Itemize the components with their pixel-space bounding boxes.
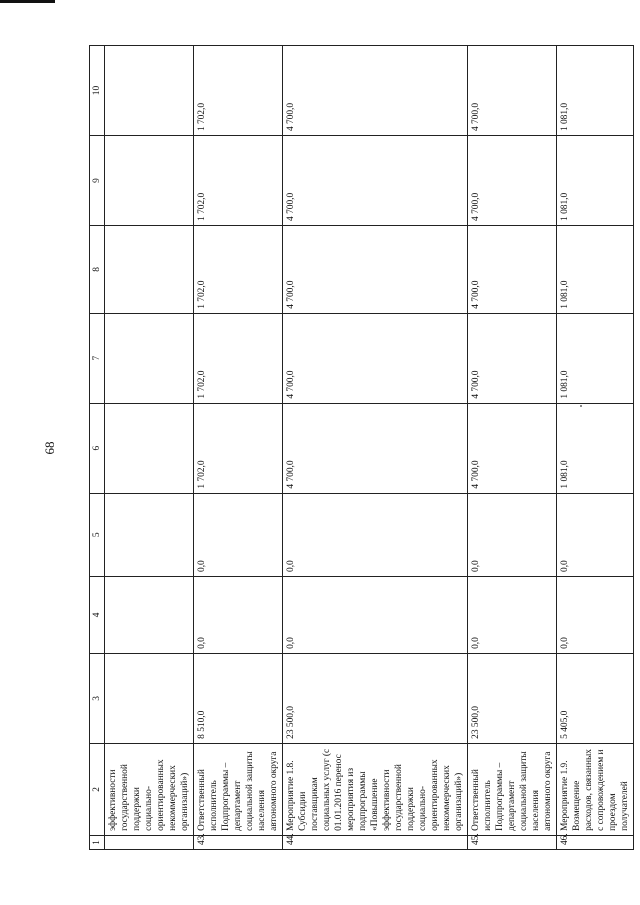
cell-col10 [105,46,194,136]
cell-col4: 0,0 [194,576,283,653]
cell-col8: 4 700,0 [283,225,468,313]
table-row [194,46,283,850]
row-description: Мероприятие 1.8. Субсидии поставщикам социальных услуг (с 01.01.2016 перенос мероприятия из подпрограммы «Повышение эффективности государственной поддержки социально-ориентированных некоммерческих организаций») [283,743,468,835]
row-description: Ответственный исполнитель Подпрограммы – департамент социальной защиты населения автономного округа [194,743,283,835]
column-header: 2 [90,743,105,835]
cell-col4: 0,0 [468,576,557,653]
budget-table [89,45,634,850]
cell-col5: 0,0 [557,493,634,576]
table-row [105,46,194,850]
column-header: 1 [90,835,105,849]
page-number: 68 [42,441,57,455]
cell-col5: 0,0 [194,493,283,576]
column-header: 6 [90,403,105,493]
column-header: 4 [90,576,105,653]
cell-col8: 1 702,0 [194,225,283,313]
cell-col10: 4 700,0 [468,46,557,136]
cell-col4: 0,0 [283,576,468,653]
cell-col8: 4 700,0 [468,225,557,313]
cell-total: 23 500,0 [283,653,468,743]
cell-col9: 4 700,0 [468,136,557,226]
column-number-header [90,46,105,850]
row-number: 46. [557,835,634,849]
cell-col6: 1 081,0 [557,403,634,493]
cell-col9: 4 700,0 [283,136,468,226]
cell-total [105,653,194,743]
cell-col6: 1 702,0 [194,403,283,493]
column-header: 5 [90,493,105,576]
column-header: 7 [90,313,105,403]
cell-col7 [105,313,194,403]
cell-col5: 0,0 [283,493,468,576]
cell-col5 [105,493,194,576]
cell-col6 [105,403,194,493]
cell-col10: 4 700,0 [283,46,468,136]
top-edge-mark [0,0,55,3]
cell-col6: 4 700,0 [468,403,557,493]
cell-col10: 1 702,0 [194,46,283,136]
cell-col10: 1 081,0 [557,46,634,136]
cell-col4: 0,0 [557,576,634,653]
table-row [468,46,557,850]
column-header: 10 [90,46,105,136]
cell-col9 [105,136,194,226]
cell-col5: 0,0 [468,493,557,576]
table-row [557,46,634,850]
row-number: 43. [194,835,283,849]
cell-col7: 1 702,0 [194,313,283,403]
cell-col7: 4 700,0 [468,313,557,403]
column-header: 9 [90,136,105,226]
row-number: 44. [283,835,468,849]
column-header: 3 [90,653,105,743]
row-number [105,835,194,849]
cell-col7: 1 081,0 [557,313,634,403]
cell-total: 8 510,0 [194,653,283,743]
row-description: Ответственный исполнитель Подпрограммы – департамент социальной защиты населения автономного округа [468,743,557,835]
cell-total: 5 405,0 [557,653,634,743]
cell-col8: 1 081,0 [557,225,634,313]
cell-col7: 4 700,0 [283,313,468,403]
row-description: Мероприятие 1.9. Возмещение расходов, связанных с сопровождением и проездом получателей [557,743,634,835]
column-header: 8 [90,225,105,313]
row-number: 45. [468,835,557,849]
row-description: эффективности государственной поддержки социально-ориентированных некоммерческих организаций») [105,743,194,835]
cell-total: 23 500,0 [468,653,557,743]
cell-col8 [105,225,194,313]
cell-col9: 1 081,0 [557,136,634,226]
cell-col6: 4 700,0 [283,403,468,493]
rotated-table-container [89,45,630,850]
cell-col4 [105,576,194,653]
cell-col9: 1 702,0 [194,136,283,226]
table-row [283,46,468,850]
